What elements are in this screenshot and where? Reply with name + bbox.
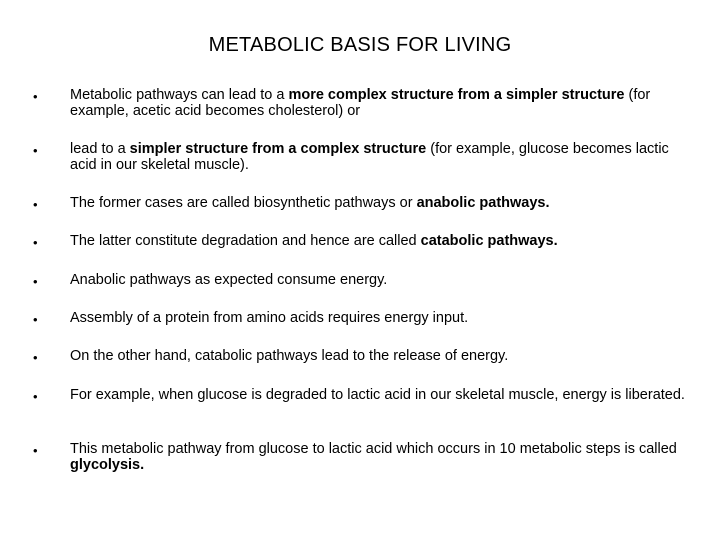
bold-text-segment: catabolic pathways. bbox=[420, 233, 558, 249]
bullet-marker: • bbox=[33, 89, 38, 104]
bullet-text bbox=[70, 234, 690, 250]
bullet-text bbox=[70, 388, 690, 404]
text-segment: For example, when glucose is degraded to lactic acid in our skeletal muscle, energy is liberated. bbox=[70, 387, 685, 403]
bullet-text bbox=[70, 311, 690, 327]
slide-title: METABOLIC BASIS FOR LIVING bbox=[208, 34, 512, 56]
bullet-text bbox=[70, 196, 690, 212]
bullet-marker: • bbox=[33, 389, 38, 404]
text-segment: On the other hand, catabolic pathways lead to the release of energy. bbox=[70, 348, 509, 364]
bullet-text bbox=[70, 273, 690, 289]
text-segment: lead to a bbox=[70, 141, 130, 157]
bullet-text bbox=[70, 349, 690, 365]
bold-text-segment: glycolysis. bbox=[70, 456, 145, 473]
bullet-marker: • bbox=[33, 235, 38, 250]
bullet-text bbox=[70, 88, 690, 119]
bullet-marker: • bbox=[33, 274, 38, 289]
bold-text-segment: simpler structure from a complex structure bbox=[129, 141, 427, 157]
text-segment: The latter constitute degradation and hence are called bbox=[70, 233, 421, 249]
bullet-marker: • bbox=[33, 312, 38, 327]
bullet-marker: • bbox=[33, 143, 38, 158]
text-segment: Assembly of a protein from amino acids requires energy input. bbox=[70, 310, 469, 326]
bullet-marker: • bbox=[33, 443, 38, 458]
bullet-marker: • bbox=[33, 197, 38, 212]
text-segment: This metabolic pathway from glucose to lactic acid which occurs in 10 metabolic steps is called bbox=[70, 441, 677, 457]
text-segment: Metabolic pathways can lead to a bbox=[70, 87, 289, 103]
bold-text-segment: anabolic pathways. bbox=[416, 195, 550, 211]
text-segment: (for example, acetic acid becomes cholesterol) or bbox=[70, 87, 651, 119]
text-segment: Anabolic pathways as expected consume energy. bbox=[70, 272, 388, 288]
text-segment: (for example, glucose becomes lactic acid in our skeletal muscle). bbox=[70, 141, 669, 173]
text-segment: The former cases are called biosynthetic pathways or bbox=[70, 195, 417, 211]
bullet-text bbox=[70, 142, 690, 173]
bold-text-segment: more complex structure from a simpler structure bbox=[288, 87, 625, 103]
bullet-text bbox=[70, 442, 690, 473]
bullet-marker: • bbox=[33, 350, 38, 365]
